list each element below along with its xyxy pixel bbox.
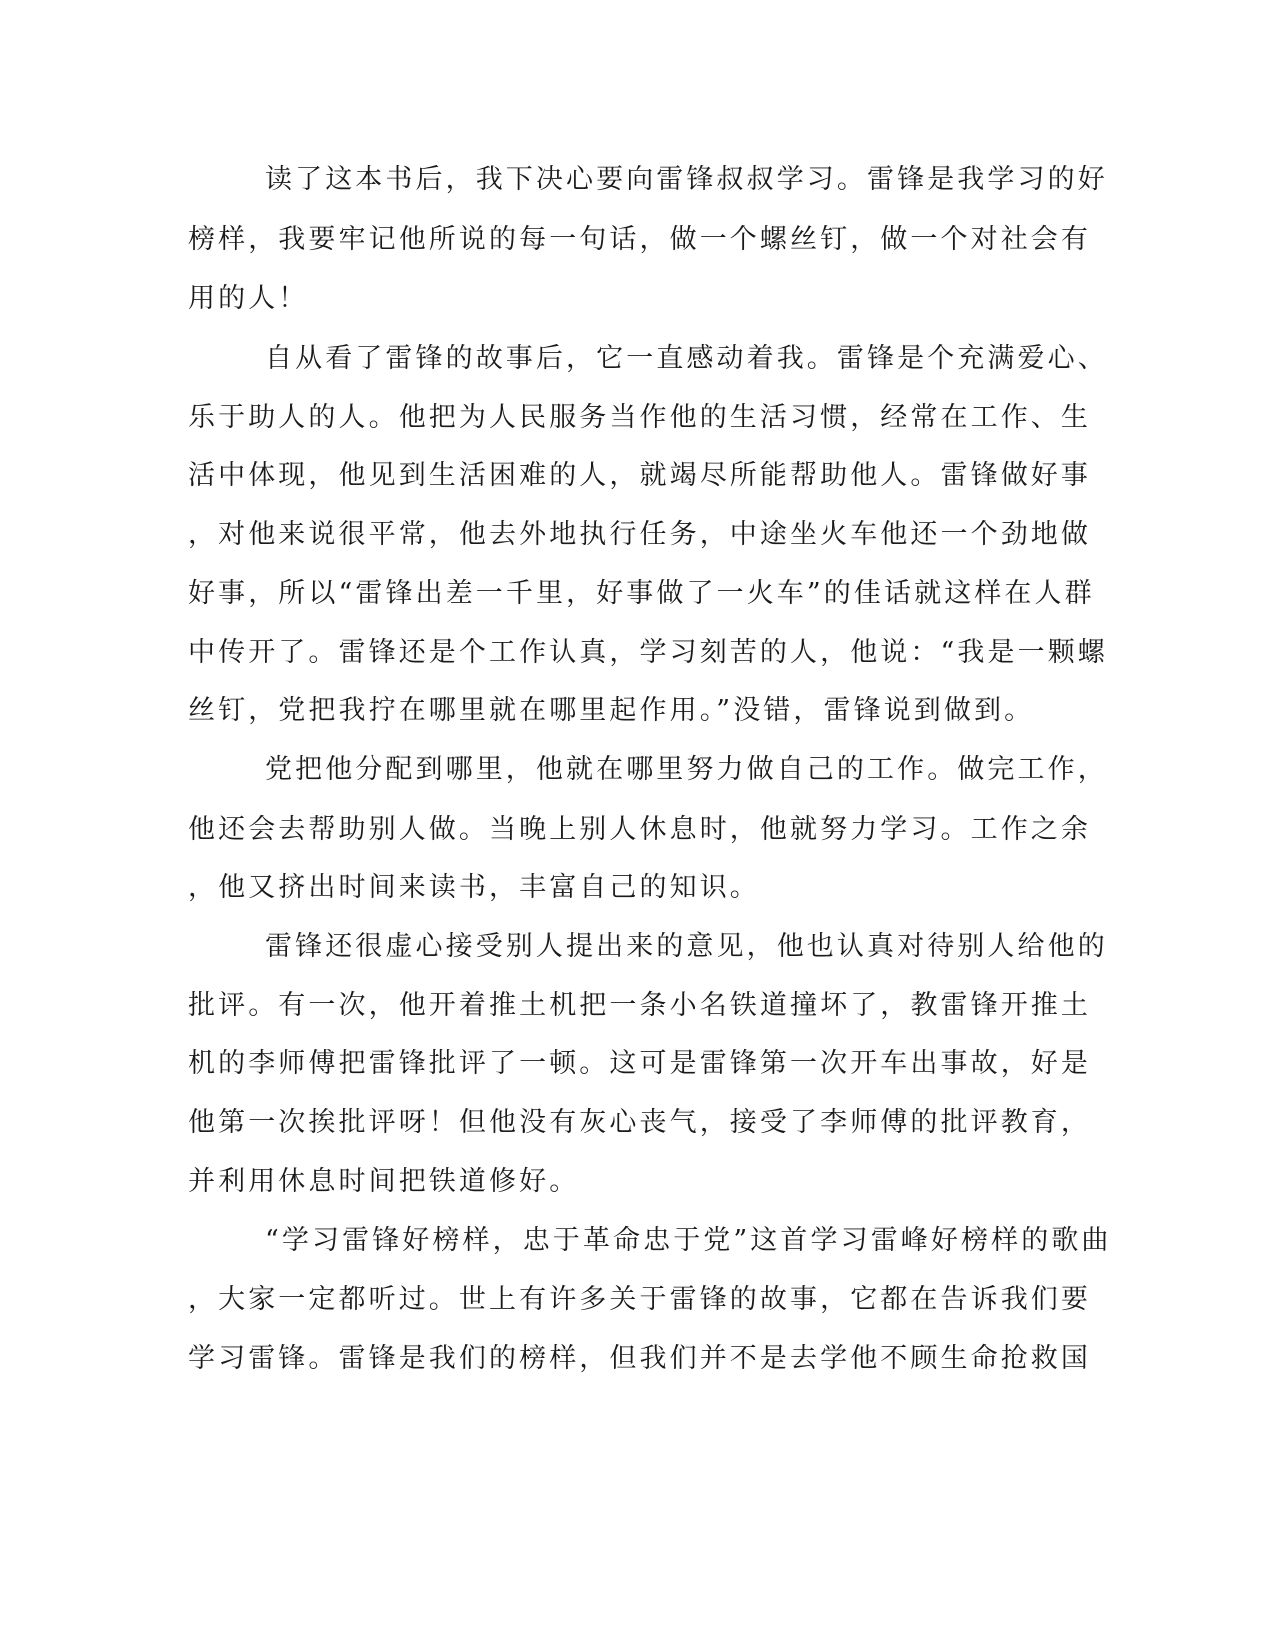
text-line: 中传开了。雷锋还是个工作认真，学习刻苦的人，他说：“我是一颗螺 bbox=[188, 637, 1108, 668]
text-line: 好事，所以“雷锋出差一千里，好事做了一火车”的佳话就这样在人群 bbox=[188, 578, 1095, 609]
text-line: 他第一次挨批评呀！但他没有灰心丧气，接受了李师傅的批评教育， bbox=[188, 1107, 1091, 1138]
text-line: 丝钉，党把我拧在哪里就在哪里起作用。”没错，雷锋说到做到。 bbox=[188, 695, 1035, 726]
text-line: 自从看了雷锋的故事后，它一直感动着我。雷锋是个充满爱心、 bbox=[265, 343, 1108, 374]
text-line: 雷锋还很虚心接受别人提出来的意见，他也认真对待别人给他的 bbox=[265, 931, 1108, 962]
text-line: 活中体现，他见到生活困难的人，就竭尽所能帮助他人。雷锋做好事 bbox=[188, 460, 1091, 491]
text-line: 用的人！ bbox=[188, 283, 309, 314]
text-line: 学习雷锋。雷锋是我们的榜样，但我们并不是去学他不顾生命抢救国 bbox=[188, 1343, 1091, 1374]
text-line: 他还会去帮助别人做。当晚上别人休息时，他就努力学习。工作之余 bbox=[188, 814, 1091, 845]
text-line: 榜样，我要牢记他所说的每一句话，做一个螺丝钉，做一个对社会有 bbox=[188, 224, 1091, 255]
text-line: 读了这本书后，我下决心要向雷锋叔叔学习。雷锋是我学习的好 bbox=[265, 164, 1108, 195]
text-line: 乐于助人的人。他把为人民服务当作他的生活习惯，经常在工作、生 bbox=[188, 402, 1091, 433]
text-line: ，他又挤出时间来读书，丰富自己的知识。 bbox=[188, 872, 760, 903]
text-line: 批评。有一次，他开着推土机把一条小名铁道撞坏了，教雷锋开推土 bbox=[188, 990, 1091, 1021]
text-line: ，大家一定都听过。世上有许多关于雷锋的故事，它都在告诉我们要 bbox=[188, 1284, 1091, 1315]
text-line: ，对他来说很平常，他去外地执行任务，中途坐火车他还一个劲地做 bbox=[188, 519, 1091, 550]
text-line: 党把他分配到哪里，他就在哪里努力做自己的工作。做完工作， bbox=[265, 754, 1108, 785]
text-line: 机的李师傅把雷锋批评了一顿。这可是雷锋第一次开车出事故，好是 bbox=[188, 1048, 1091, 1079]
text-line: 并利用休息时间把铁道修好。 bbox=[188, 1166, 580, 1197]
text-line: “学习雷锋好榜样，忠于革命忠于党”这首学习雷峰好榜样的歌曲 bbox=[265, 1225, 1112, 1256]
